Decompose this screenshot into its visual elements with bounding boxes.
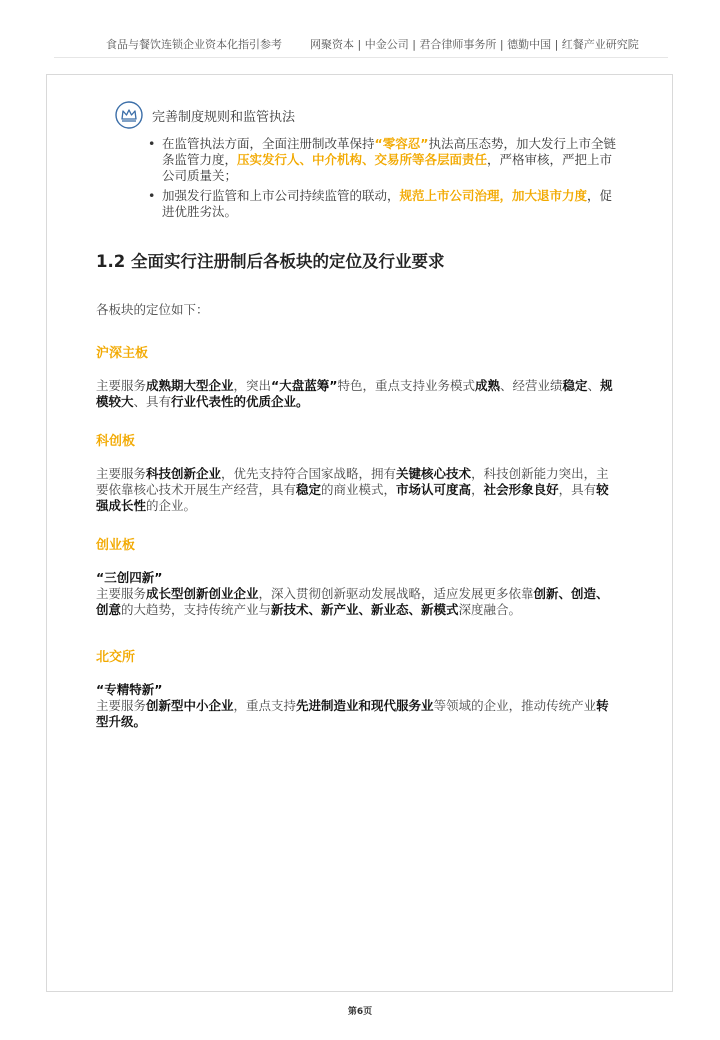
body-text: ，科技创新能力突出，主要依靠核心技术开展生产经营，具有 <box>96 466 609 497</box>
bold-text: 成长型创新创业企业 <box>146 586 259 601</box>
bold-text: 创新型中小企业 <box>146 698 234 713</box>
board-shanghai-shenzhen-main <box>96 346 616 410</box>
bold-text: 行业代表性的优质企业。 <box>171 394 309 409</box>
bold-text: 创新、创造、创意 <box>96 586 609 617</box>
board-name: 创业板 <box>96 538 136 553</box>
board-slogan: “专精特新” <box>96 682 163 697</box>
board-slogan: “三创四新” <box>96 570 163 585</box>
body-text: 主要服务 <box>96 698 147 713</box>
body-text: ，重点支持 <box>233 698 297 713</box>
board-beijing-exchange <box>96 650 616 730</box>
intro-text: 各板块的定位如下： <box>96 302 209 317</box>
section-title: 完善制度规则和监管执法 <box>152 110 296 125</box>
board-description <box>96 378 616 410</box>
body-text: 主要服务 <box>96 378 147 393</box>
body-text: ，促进优胜劣汰。 <box>162 188 613 219</box>
highlight-text: 压实发行人、中介机构、交易所等各层面责任 <box>237 152 488 167</box>
body-text: 加强发行监管和上市公司持续监管的联动， <box>162 188 400 203</box>
board-name: 科创板 <box>96 434 136 449</box>
spacer <box>96 666 616 682</box>
bold-text: 转型升级。 <box>96 698 609 729</box>
board-description <box>96 466 616 514</box>
bullet-dot: • <box>148 136 156 151</box>
bullet-item <box>148 136 618 184</box>
highlight-text: 规范上市公司治理，加大退市力度 <box>399 188 588 203</box>
bold-text: 科技创新企业 <box>146 466 222 481</box>
board-chinext <box>96 538 616 618</box>
section-heading: 1.2 全面实行注册制后各板块的定位及行业要求 <box>96 252 445 271</box>
body-text: 执法高压态势，加大发行上市全链条监管力度， <box>162 136 616 167</box>
body-text: 在监管执法方面，全面注册制改革保持 <box>162 136 375 151</box>
board-description <box>96 586 616 618</box>
body-text: 的大趋势，支持传统产业与 <box>121 602 272 617</box>
body-text: 特色，重点支持业务模式 <box>337 378 475 393</box>
body-text: ，突出 <box>233 378 272 393</box>
body-text: 的商业模式， <box>321 482 397 497</box>
bold-text: 稳定 <box>296 482 322 497</box>
bullet-dot: • <box>148 188 156 203</box>
spacer <box>96 554 616 570</box>
header-title: 食品与餐饮连锁企业资本化指引参考 <box>106 38 282 51</box>
bold-text: 成熟 <box>475 378 501 393</box>
header-publishers: 网聚资本 | 中金公司 | 君合律师事务所 | 德勤中国 | 红餐产业研究院 <box>310 38 639 51</box>
body-text: 等领域的企业，推动传统产业 <box>433 698 597 713</box>
body-text: 主要服务 <box>96 586 147 601</box>
body-text: 、具有 <box>133 394 172 409</box>
bold-text: 稳定 <box>562 378 588 393</box>
body-text: 主要服务 <box>96 466 147 481</box>
bold-text: 先进制造业和现代服务业 <box>296 698 434 713</box>
page-header <box>0 36 720 52</box>
body-text: 、 <box>587 378 601 393</box>
board-star-market <box>96 434 616 514</box>
bold-text: 关键核心技术 <box>396 466 472 481</box>
body-text: 、经营业绩 <box>500 378 563 393</box>
bold-text: 成熟期大型企业 <box>146 378 234 393</box>
body-text: 的企业。 <box>146 498 197 513</box>
board-description <box>96 698 616 730</box>
bold-text: 规模较大 <box>96 378 613 409</box>
body-text: ， <box>471 482 484 497</box>
board-name: 沪深主板 <box>96 346 149 361</box>
bold-text: 较强成长性 <box>96 482 609 513</box>
bullet-item <box>148 188 618 220</box>
bullet-text <box>162 188 612 219</box>
body-text: ，深入贯彻创新驱动发展战略，适应发展更多依靠 <box>258 586 534 601</box>
body-text: ，具有 <box>558 482 597 497</box>
bullet-list <box>148 136 618 224</box>
header-divider <box>54 57 668 58</box>
spacer <box>96 450 616 466</box>
body-text: 深度融合。 <box>458 602 522 617</box>
crown-icon <box>114 100 144 130</box>
bold-text: 市场认可度高 <box>396 482 472 497</box>
bold-text: “大盘蓝筹” <box>271 378 338 393</box>
bold-text: 社会形象良好 <box>483 482 559 497</box>
body-text: ，优先支持符合国家战略，拥有 <box>221 466 397 481</box>
bold-text: 新技术、新产业、新业态、新模式 <box>271 602 459 617</box>
board-name: 北交所 <box>96 650 136 665</box>
body-text: ，严格审核，严把上市公司质量关； <box>162 152 613 183</box>
bullet-text <box>162 136 616 183</box>
page-number: 第6页 <box>347 1007 373 1017</box>
highlight-text: “零容忍” <box>374 136 429 151</box>
spacer <box>96 362 616 378</box>
